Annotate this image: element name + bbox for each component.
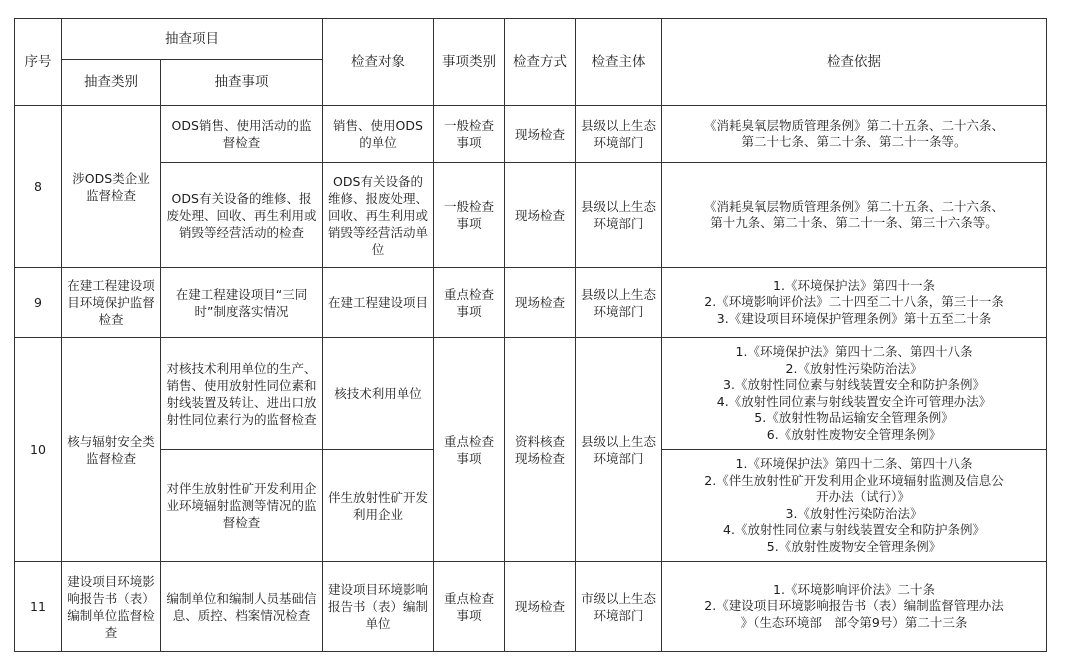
subject-cell: 县级以上生态环境部门 <box>576 163 662 268</box>
target-cell: 在建工程建设项目 <box>323 268 434 338</box>
item-cell: 在建工程建设项目“三同时”制度落实情况 <box>161 268 323 338</box>
method-cell: 现场检查 <box>505 163 576 268</box>
basis-line: 6.《放射性废物安全管理条例》 <box>766 426 942 442</box>
basis-line: 《消耗臭氧层物质管理条例》第二十五条、二十六条、 <box>703 198 1004 214</box>
header-item: 抽查事项 <box>161 60 323 106</box>
basis-line: 2.《环境影响评价法》二十四至二十八条，第三十一条 <box>704 294 1004 310</box>
category-cell: 在建工程建设项目环境保护监督检查 <box>62 268 161 338</box>
item-cell: 对核技术利用单位的生产、销售、使用放射性同位素和射线装置及转让、进出口放射性同位素行为的监督检查 <box>161 338 323 450</box>
target-cell: 核技术利用单位 <box>323 338 434 450</box>
method-cell: 现场检查 <box>505 562 576 652</box>
seq-cell: 11 <box>15 562 62 652</box>
subject-cell: 县级以上生态环境部门 <box>576 268 662 338</box>
header-basis: 检查依据 <box>662 19 1047 106</box>
method-cell: 现场检查 <box>505 268 576 338</box>
table-row-10a <box>15 338 1047 450</box>
method-cell: 资料核查现场检查 <box>505 338 576 562</box>
category-cell: 建设项目环境影响报告书（表）编制单位监督检查 <box>62 562 161 652</box>
item-cell: ODS有关设备的维修、报废处理、回收、再生利用或销毁等经营活动的检查 <box>161 163 323 268</box>
basis-cell <box>662 562 1047 652</box>
basis-line: 3.《放射性污染防治法》 <box>785 505 923 521</box>
target-cell: 建设项目环境影响报告书（表）编制单位 <box>323 562 434 652</box>
basis-line: 5.《放射性物品运输安全管理条例》 <box>754 410 954 425</box>
inspection-table <box>14 18 1047 652</box>
basis-line: 《消耗臭氧层物质管理条例》第二十五条、二十六条、 <box>703 117 1004 133</box>
item-cell: ODS销售、使用活动的监督检查 <box>161 106 323 163</box>
item-cell: 编制单位和编制人员基础信息、质控、档案情况检查 <box>161 562 323 652</box>
basis-line: 4.《放射性同位素与射线装置安全和防护条例》 <box>723 522 985 537</box>
basis-cell <box>662 106 1047 163</box>
basis-line: 5.《放射性废物安全管理条例》 <box>766 538 942 554</box>
basis-line: 4.《放射性同位素与射线装置安全许可管理办法》 <box>716 393 992 409</box>
header-type: 事项类别 <box>434 19 505 106</box>
type-cell: 重点检查事项 <box>434 338 505 562</box>
basis-cell <box>662 163 1047 268</box>
subject-cell: 县级以上生态环境部门 <box>576 338 662 562</box>
header-category: 抽查类别 <box>62 60 161 106</box>
target-cell: ODS有关设备的维修、报废处理、回收、再生利用或销毁等经营活动单位 <box>323 163 434 268</box>
header-subject: 检查主体 <box>576 19 662 106</box>
basis-line: 1.《环境保护法》第四十一条 <box>773 277 935 293</box>
category-cell: 涉ODS类企业监督检查 <box>62 106 161 268</box>
basis-line: 第十九条、第二十条、第二十一条、第三十六条等。 <box>710 215 998 230</box>
table-row-8b <box>15 163 1047 268</box>
basis-cell <box>662 268 1047 338</box>
type-cell: 一般检查事项 <box>434 106 505 163</box>
subject-cell: 县级以上生态环境部门 <box>576 106 662 163</box>
basis-line: 2.《建设项目环境影响报告书（表）编制监督管理办法 <box>704 598 1004 614</box>
type-cell: 一般检查事项 <box>434 163 505 268</box>
basis-cell <box>662 450 1047 562</box>
table-row-11 <box>15 562 1047 652</box>
subject-cell: 市级以上生态环境部门 <box>576 562 662 652</box>
seq-cell: 10 <box>15 338 62 562</box>
header-project: 抽查项目 <box>62 19 323 60</box>
basis-line: 1.《环境影响评价法》二十条 <box>773 581 935 597</box>
basis-line: 3.《建设项目环境保护管理条例》第十五至二十条 <box>716 310 992 326</box>
type-cell: 重点检查事项 <box>434 268 505 338</box>
basis-line: 3.《放射性同位素与射线装置安全和防护条例》 <box>723 377 985 392</box>
target-cell: 销售、使用ODS的单位 <box>323 106 434 163</box>
basis-cell <box>662 338 1047 450</box>
header-target: 检查对象 <box>323 19 434 106</box>
basis-line: 》（生态环境部 部令第9号）第二十三条 <box>740 614 968 630</box>
seq-cell: 8 <box>15 106 62 268</box>
table-row-8a <box>15 106 1047 163</box>
type-cell: 重点检查事项 <box>434 562 505 652</box>
header-row-1 <box>15 19 1047 60</box>
item-cell: 对伴生放射性矿开发利用企业环境辐射监测等情况的监督检查 <box>161 450 323 562</box>
header-seq: 序号 <box>15 19 62 106</box>
category-cell: 核与辐射安全类监督检查 <box>62 338 161 562</box>
target-cell: 伴生放射性矿开发利用企业 <box>323 450 434 562</box>
basis-line: 第二十七条、第二十条、第二十一条等。 <box>741 134 967 149</box>
basis-line: 2.《伴生放射性矿开发利用企业环境辐射监测及信息公 <box>704 472 1004 488</box>
basis-line: 开办法（试行）》 <box>816 489 910 504</box>
basis-line: 1.《环境保护法》第四十二条、第四十八条 <box>735 456 973 471</box>
table-row-9 <box>15 268 1047 338</box>
method-cell: 现场检查 <box>505 106 576 163</box>
basis-line: 2.《放射性污染防治法》 <box>785 360 923 376</box>
basis-line: 1.《环境保护法》第四十二条、第四十八条 <box>735 344 973 359</box>
seq-cell: 9 <box>15 268 62 338</box>
header-method: 检查方式 <box>505 19 576 106</box>
